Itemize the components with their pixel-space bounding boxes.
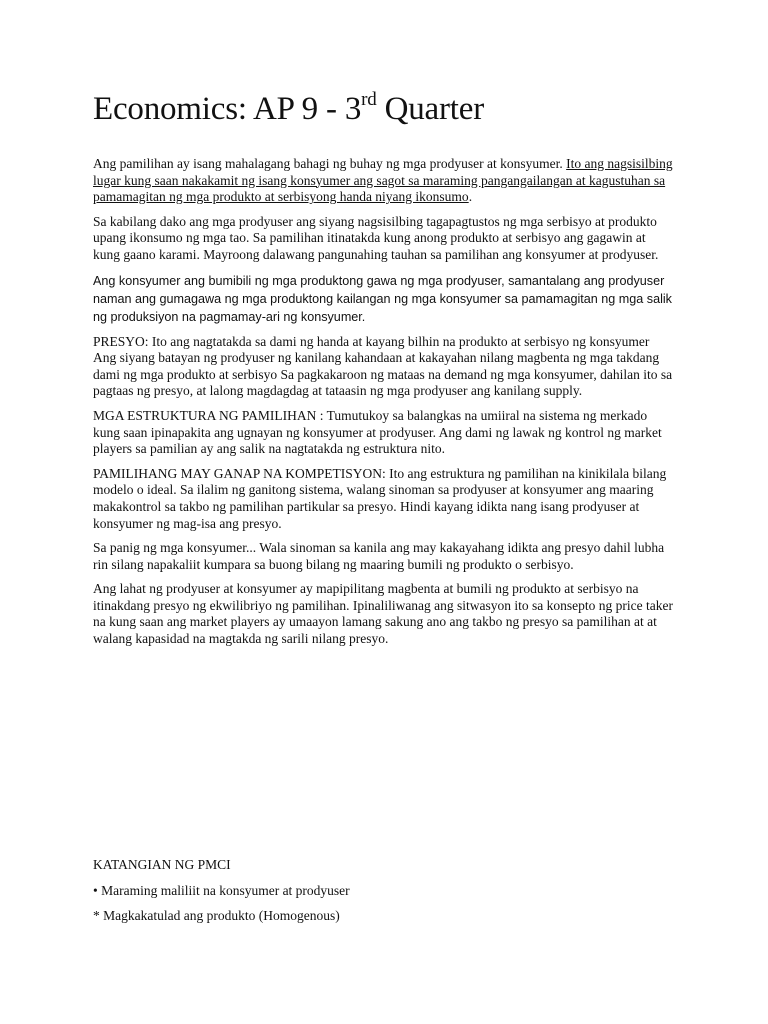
paragraph-panig-ng-konsyumer: Sa panig ng mga konsyumer... Wala sinoman sa kanila ang may kakayahang idikta ang presyo dahil lubha rin silang napakaliit kumpara sa buong bilang ng maaring bumili ng produkto o serbisyo. (93, 540, 665, 572)
paragraph-prodyuser: Sa kabilang dako ang mga prodyuser ang siyang nagsisilbing tagapagtustos ng mga serbisyo at produkto upang ikonsumo ng mga tao. Sa pamilihan itinatakda kung anong produkto at serbisyo ang gagawin at kung gaano karami. Mayroong dalawang pangunahing tauhan sa pamilihan ang konsyumer at prodyuser. (93, 213, 659, 262)
katangian-section (93, 857, 673, 934)
paragraph-presyo: PRESYO: Ito ang nagtatakda sa dami ng handa at kayang bilhin na produkto at serbisyo ng konsyumer Ang siyang batayan ng prodyuser ng kanilang kahandaan at kakayahan nilang magbenta ng mga takdang dami ng mga produkto at serbisyo Sa pagkakaroon ng mataas na demand ng mga konsyumer, dahilan ito sa pagtaas ng presyo, at lalong magdagdag at tataasin ng mga prodyuser ang kanilang supply. (93, 333, 673, 399)
document-body (93, 90, 673, 656)
paragraph-estruktura: MGA ESTRUKTURA NG PAMILIHAN : Tumutukoy sa balangkas na umiiral na sistema ng merkado kung saan ipinapakita ang ugnayan ng konsyumer at prodyuser. Ang dami ng lawak ng kontrol ng market players sa pamilian ay ang salik na nagtatakda ng estruktura nito. (93, 407, 662, 457)
paragraph-ganap-na-kompetisyon: PAMILIHANG MAY GANAP NA KOMPETISYON: Ito ang estruktura ng pamilihan na kinikilala bilang modelo o ideal. Sa ilalim ng ganitong sistema, walang sinoman sa prodyuser at konsyumer ang maaring makakontrol sa takbo ng pamilihan partikular sa presyo. Hindi kayang idikta nang isang prodyuser at konsyumer ng mag-isa ang presyo. (93, 465, 667, 531)
title-superscript: rd (361, 89, 377, 110)
paragraph-konsyumer: Ang konsyumer ang bumibili ng mga produktong gawa ng mga prodyuser, samantalang ang prodyuser naman ang gumagawa ng mga produktong kailangan ng mga konsyumer sa pamamagitan ng mga salik ng produksiyon na pagmamay-ari ng konsyumer. (93, 273, 672, 324)
paragraph-price-taker: Ang lahat ng prodyuser at konsyumer ay mapipilitang magbenta at bumili ng produkto at serbisyo na itinakdang presyo ng ekwilibriyo ng pamilihan. Ipinaliliwanag ang sitwasyon ito sa konsepto ng price taker na kung saan ang market players ay umaayon lamang sakung ano ang takbo ng presyo sa pamilihan at at walang kapasidad na magtakda ng sarili nilang presyo. (93, 581, 673, 647)
page-title (93, 90, 673, 128)
intro-text: Ang pamilihan ay isang mahalagang bahagi ng buhay ng mga prodyuser at konsyumer. (93, 156, 567, 171)
title-main: Economics: AP 9 - 3 (93, 91, 362, 127)
intro-underlined-text: Ito ang nagsisilbing lugar kung saan nakakamit ng isang konsyumer ang sagot sa maraming pangangailangan at kagustuhan sa pamamagitan ng mga produkto at serbisyong handa niyang ikonsumo (93, 156, 673, 205)
katangian-item: * Magkakatulad ang produkto (Homogenous) (93, 908, 340, 924)
katangian-item: • Maraming maliliit na konsyumer at prodyuser (93, 882, 350, 898)
paragraph-intro (93, 156, 673, 206)
intro-end: . (468, 189, 473, 205)
title-tail: Quarter (376, 91, 485, 127)
katangian-heading: KATANGIAN NG PMCI (93, 857, 231, 872)
